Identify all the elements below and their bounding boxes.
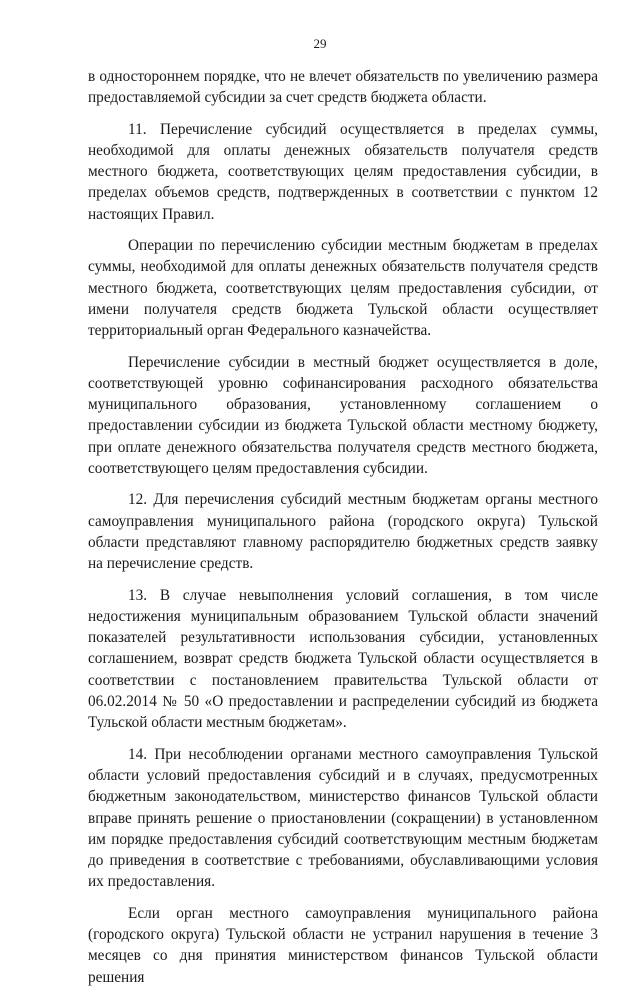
- paragraph-treasury-operations: Операции по перечислению субсидии местным бюджетам в пределах суммы, необходимой для оплаты денежных обязательств получателя средств местного бюджета, соответствующих целям предоставления субсидии, от имени получателя средств бюджета Тульской области осуществляет территориальный орган Федерального казначейства.: [88, 237, 598, 340]
- paragraph-clause-11: 11. Перечисление субсидий осуществляется в пределах суммы, необходимой для оплаты денежных обязательств получателя средств местного бюджета, соответствующих целям предоставления субсидии, в пределах объемов средств, подтвержденных в соответствии с пунктом 12 настоящих Правил.: [88, 120, 598, 223]
- paragraph-continuation: в одностороннем порядке, что не влечет обязательств по увеличению размера предоставляемой субсидии за счет средств бюджета области.: [88, 68, 598, 107]
- paragraph-clause-12: 12. Для перечисления субсидий местным бюджетам органы местного самоуправления муниципального района (городского округа) Тульской области представляют главному распорядителю бюджетных средств заявку на перечисление средств.: [88, 491, 598, 573]
- document-body: [88, 66, 598, 988]
- paragraph-cofinancing-share: Перечисление субсидии в местный бюджет осуществляется в доле, соответствующей уровню софинансирования расходного обязательства муниципального образования, установленному соглашением о предоставлении субсидии из бюджета Тульской области местному бюджету, при оплате денежного обязательства получателя средств местного бюджета, соответствующего целям предоставления субсидии.: [88, 353, 598, 478]
- paragraph-violation-not-fixed: Если орган местного самоуправления муниципального района (городского округа) Тульской области не устранил нарушения в течение 3 месяцев со дня принятия министерством финансов Тульской области решения: [88, 904, 598, 986]
- page-number: 29: [313, 36, 327, 51]
- paragraph-clause-14: 14. При несоблюдении органами местного самоуправления Тульской области условий предоставления субсидий и в случаях, предусмотренных бюджетным законодательством, министерство финансов Тульской области вправе принять решение о приостановлении (сокращении) в установленном им порядке предоставления субсидий соответствующим местным бюджетам до приведения в соответствие с требованиями, обуславливающими условия их предоставления.: [88, 745, 598, 891]
- paragraph-clause-13: 13. В случае невыполнения условий соглашения, в том числе недостижения муниципальным образованием Тульской области значений показателей результативности использования субсидии, установленных соглашением, возврат средств бюджета Тульской области осуществляется в соответствии с постановлением правительства Тульской области от 06.02.2014 № 50 «О предоставлении и распределении субсидий из бюджета Тульской области местным бюджетам».: [88, 586, 598, 732]
